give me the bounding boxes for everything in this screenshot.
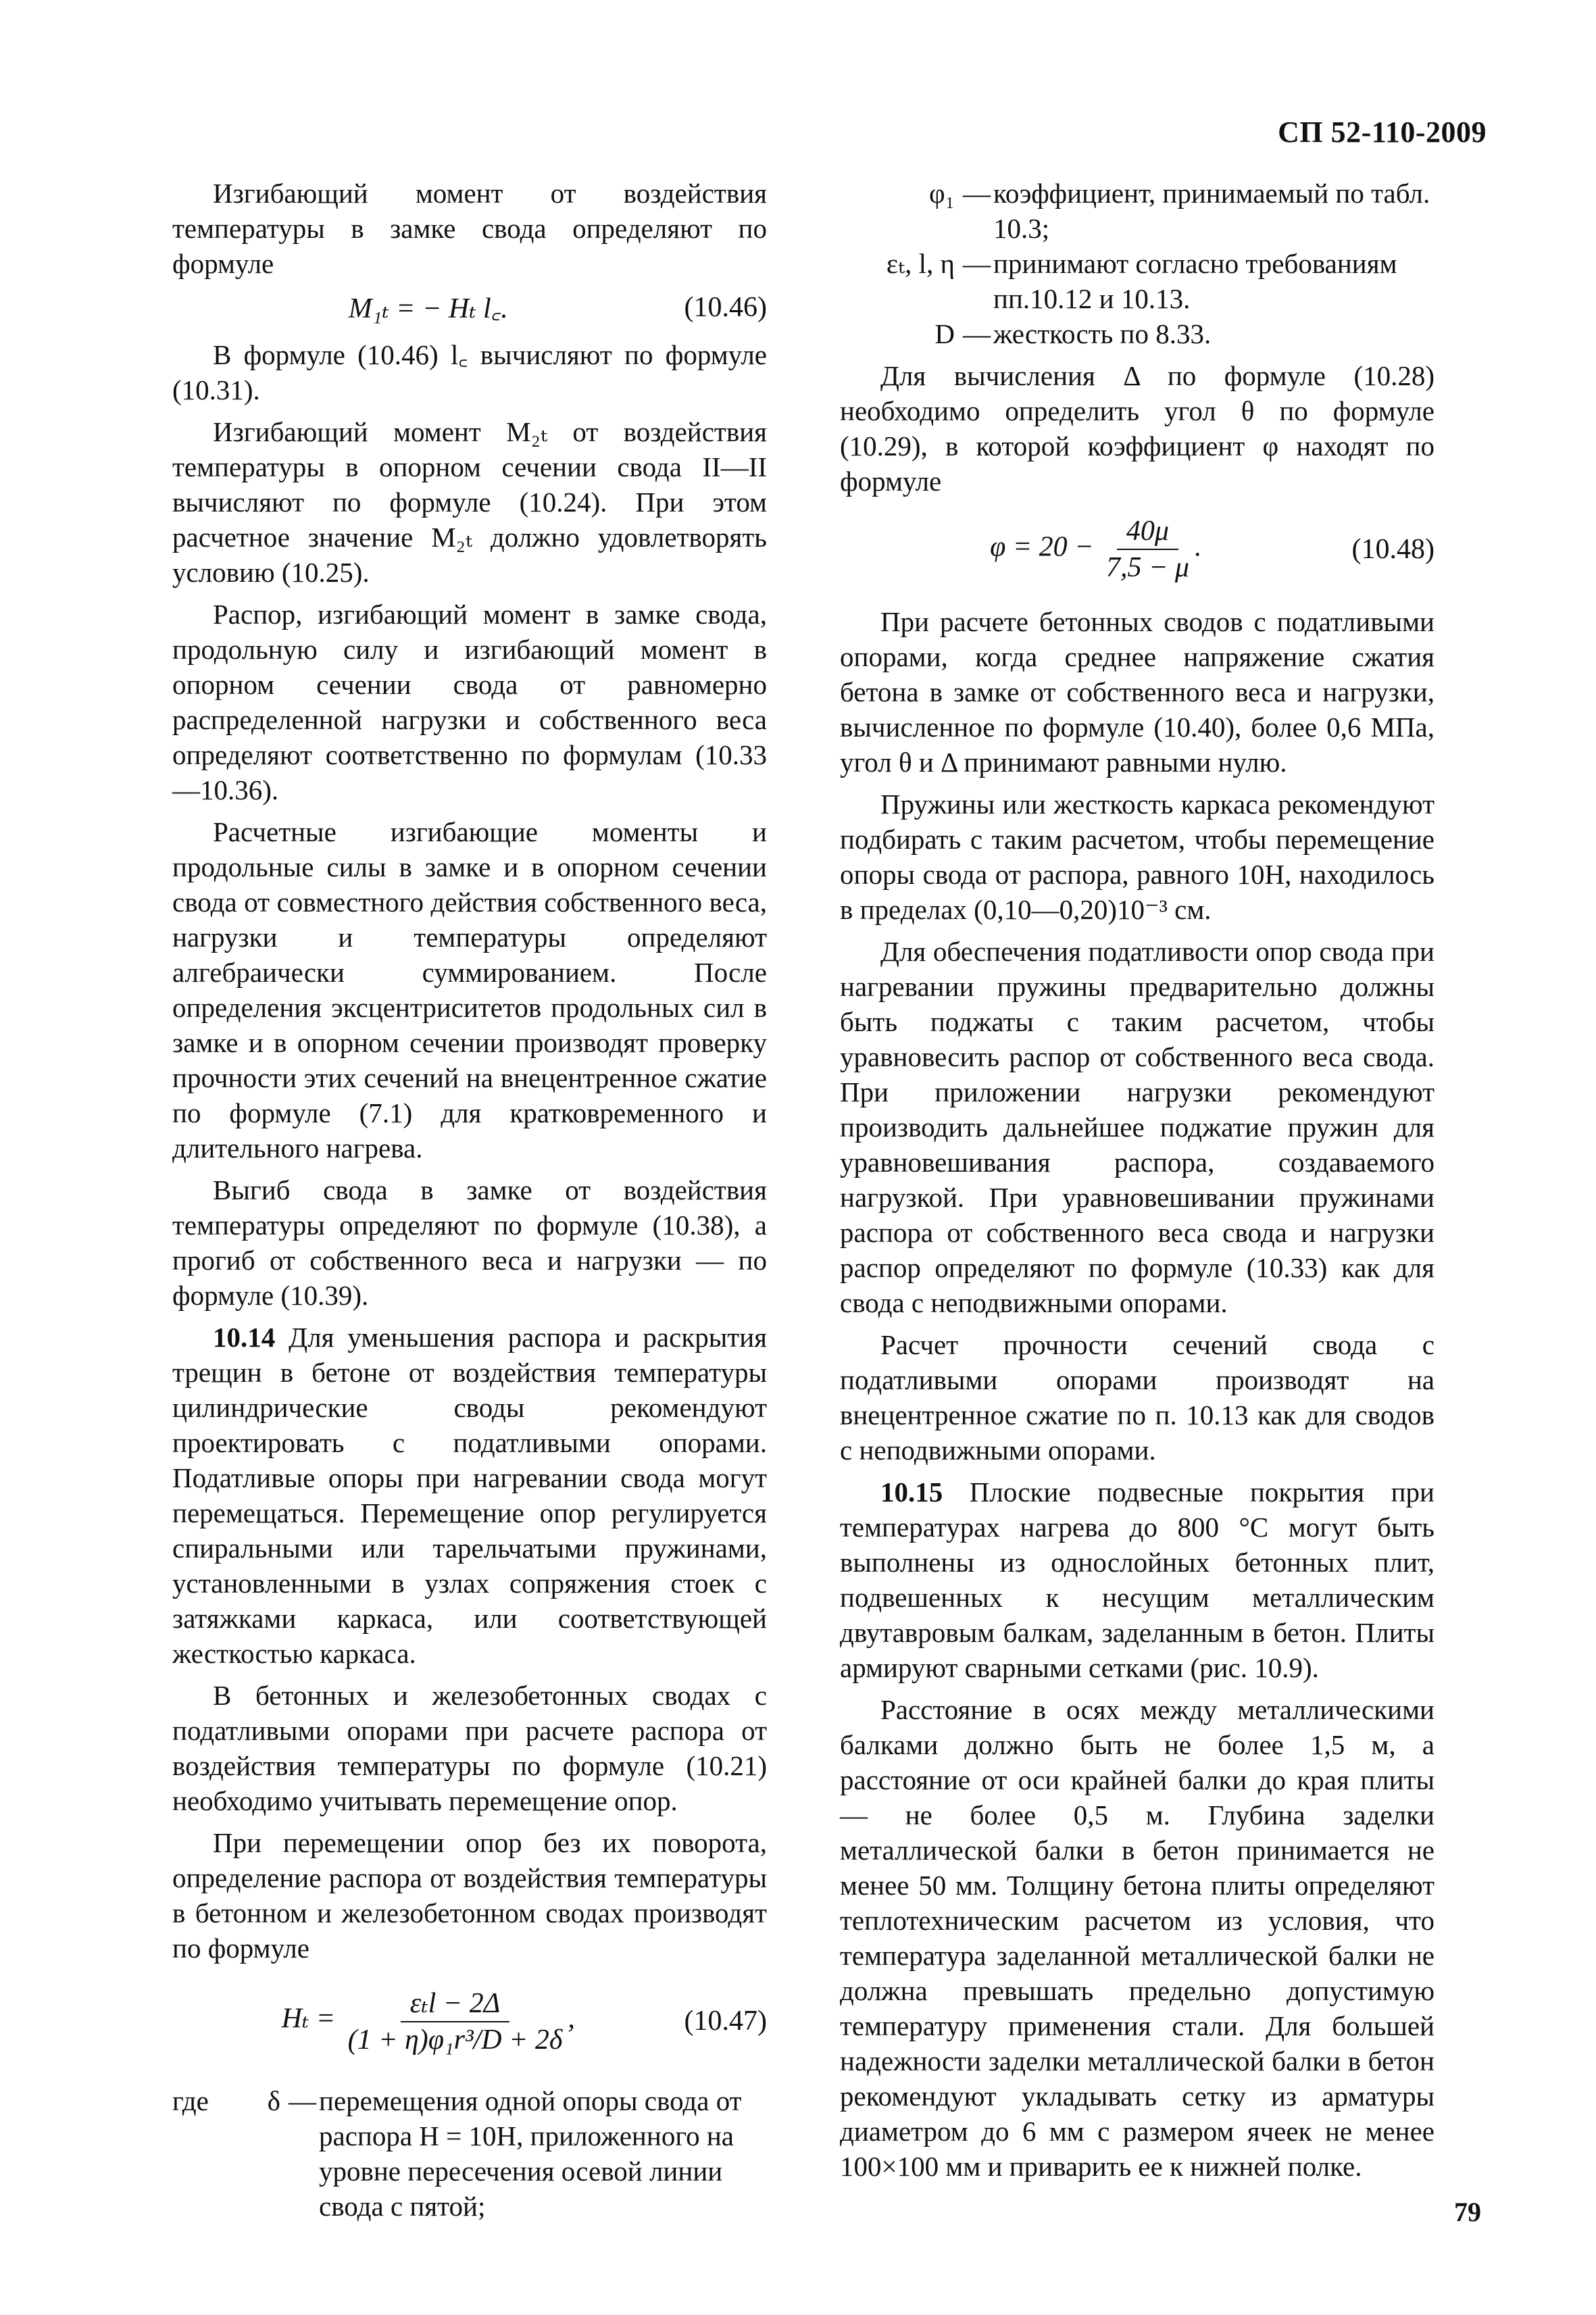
paragraph: Расчет прочности сечений свода с податливыми опорами производят на внецентренное сжатие по п. 10.13 как для сводов с неподвижными опорами. (840, 1329, 1435, 1466)
equation-lhs: Hₜ = (281, 2003, 336, 2035)
paragraph: При перемещении опор без их поворота, определение распора от воздействия температуры в бетонном и железобетонном сводах производят по формуле (172, 1827, 767, 1964)
definition-text: коэффициент, принимаемый по табл. 10.3; (993, 178, 1430, 244)
definition-symbol: εₜ, l, η (886, 248, 955, 279)
paragraph: В бетонных и железобетонных сводах с податливыми опорами при расчете распора от воздействия температуры по формуле (10.21) необходимо учитывать перемещение опор. (172, 1680, 767, 1816)
equation-number: (10.48) (1351, 534, 1435, 565)
equation-lhs: φ = 20 − (990, 531, 1094, 563)
paragraph-text: Для уменьшения распора и раскрытия трещин в бетоне от воздействия температуры цилиндрические своды рекомендуют проектировать с податливыми опорами. Податливые опоры при нагревании свода могут перемещаться. Перемещение опор регулируется спиральными или тарельчатыми пружинами, установленными в узлах сопряжения стоек с затяжками каркаса, или соответствующей жесткостью каркаса. (172, 1322, 767, 1669)
page-number: 79 (1454, 2197, 1481, 2227)
equation-tail: . (1194, 531, 1202, 563)
equation-10-48 (840, 515, 1435, 584)
left-column (172, 176, 767, 2224)
paragraph: Выгиб свода в замке от воздействия температуры определяют по формуле (10.38), а прогиб от собственного веса и нагрузки — по формуле (10.39). (172, 1174, 767, 1311)
definition-text: перемещения одной опоры свода от распора H = 10H, приложенного на уровне пересечения осевой линии свода с пятой; (319, 2085, 742, 2222)
paragraph: Изгибающий момент от воздействия температуры в замке свода определяют по формуле (172, 178, 767, 279)
section-number: 10.15 (880, 1476, 943, 1508)
paragraph: Для вычисления Δ по формуле (10.28) необходимо определить угол θ по формуле (10.29), в которой коэффициент φ находят по формуле (840, 360, 1435, 497)
paragraph: Распор, изгибающий момент в замке свода, продольную силу и изгибающий момент в опорном сечении свода от равномерно распределенной нагрузки и собственного веса определяют соответственно по формулам (10.33—10.36). (172, 599, 767, 805)
definition-list (172, 2083, 767, 2224)
definition-text: принимают согласно требованиям пп.10.12 и 10.13. (993, 248, 1397, 314)
definition-dash: — (963, 248, 991, 279)
paragraph: Расчетные изгибающие моменты и продольные силы в замке и в опорном сечении свода от совместного действия собственного веса, нагрузки и температуры определяют алгебраически суммированием. После определения эксцентриситетов продольных сил в замке и в опорном сечении производят проверку прочности этих сечений на внецентренное сжатие по формуле (7.1) для кратковременного и длительного нагрева. (172, 816, 767, 1164)
paragraph-10-15 (840, 1474, 1435, 1685)
definition-symbol: D (934, 318, 955, 349)
equation-formula: M₁ₜ = − Hₜ l꜀. (348, 293, 508, 324)
fraction-numerator: 40μ (1117, 515, 1178, 550)
fraction-denominator: 7,5 − μ (1106, 552, 1189, 583)
definition-text: жесткость по 8.33. (993, 318, 1212, 349)
paragraph-10-14 (172, 1320, 767, 1671)
definition-row (172, 2083, 767, 2224)
paragraph: Расстояние в осях между металлическими балками должно быть не более 1,5 м, а расстояние от оси крайней балки до края плиты — не более 0,5 м. Глубина заделки металлической балки в бетон принимается не менее 50 мм. Толщину бетона плиты определяют теплотехническим расчетом из условия, что температура заделанной металлической балки не должна превышать предельно допустимую температуру применения стали. Для большей надежности заделки металлической балки в бетон рекомендуют укладывать сетку из арматуры диаметром до 6 мм с размером ячеек не менее 100×100 мм и приварить ее к нижней полке. (840, 1694, 1435, 2182)
definition-symbol: δ (267, 2085, 280, 2116)
equation-10-47 (172, 1986, 767, 2056)
section-number: 10.14 (213, 1322, 276, 1353)
paragraph: Для обеспечения податливости опор свода при нагревании пружины предварительно должны быть поджаты с таким расчетом, чтобы уравновесить распор от собственного веса свода. При приложении нагрузки рекомендуют производить дальнейшее поджатие пружин для уравновешивания распора, создаваемого нагрузкой. При уравновешивании пружинами распора от собственного веса свода и нагрузки распор определяют по формуле (10.33) как для свода с неподвижными опорами. (840, 936, 1435, 1318)
definition-row (840, 316, 1435, 351)
paragraph-text: Плоские подвесные покрытия при температурах нагрева до 800 °С могут быть выполнены из однослойных бетонных плит, подвешенных к несущим металлическим двутавровым балкам, заделанным в бетон. Плиты армируют сварными сетками (рис. 10.9). (840, 1476, 1435, 1683)
definition-dash: — (963, 318, 991, 349)
definition-row (840, 246, 1435, 316)
document-code-header: СП 52-110-2009 (1278, 116, 1487, 149)
paragraph: Пружины или жесткость каркаса рекомендуют подбирать с таким расчетом, чтобы перемещение опоры свода от распора, равного 10H, находилось в пределах (0,10—0,20)10⁻³ см. (840, 789, 1435, 925)
paragraph: В формуле (10.46) l꜀ вычисляют по формуле (10.31). (172, 339, 767, 405)
definition-dash: — (963, 178, 991, 209)
fraction-numerator: εₜl − 2Δ (401, 1986, 510, 2022)
equation-formula (172, 1986, 684, 2056)
equation-number: (10.46) (684, 291, 767, 323)
fraction-denominator: (1 + η)φ₁r³/D + 2δ (347, 2024, 563, 2056)
definition-dash: — (289, 2085, 316, 2116)
equation-number: (10.47) (684, 2006, 767, 2037)
definition-symbol: φ₁ (929, 178, 955, 209)
equation-formula (840, 515, 1352, 584)
fraction (348, 1986, 563, 2056)
paragraph: При расчете бетонных сводов с податливыми опорами, когда среднее напряжение сжатия бетона в замке от собственного веса и нагрузки, вычисленное по формуле (10.40), более 0,6 МПа, угол θ и Δ принимают равными нулю. (840, 606, 1435, 778)
equation-10-46 (172, 288, 767, 326)
paragraph: Изгибающий момент M₂ₜ от воздействия температуры в опорном сечении свода II—II вычисляют по формуле (10.24). При этом расчетное значение M₂ₜ должно удовлетворять условию (10.25). (172, 416, 767, 588)
definition-where: где (172, 2085, 209, 2116)
definition-list (840, 176, 1435, 351)
fraction (1106, 515, 1189, 584)
right-column (840, 176, 1435, 2191)
equation-tail: , (568, 2003, 575, 2035)
definition-row (840, 176, 1435, 246)
